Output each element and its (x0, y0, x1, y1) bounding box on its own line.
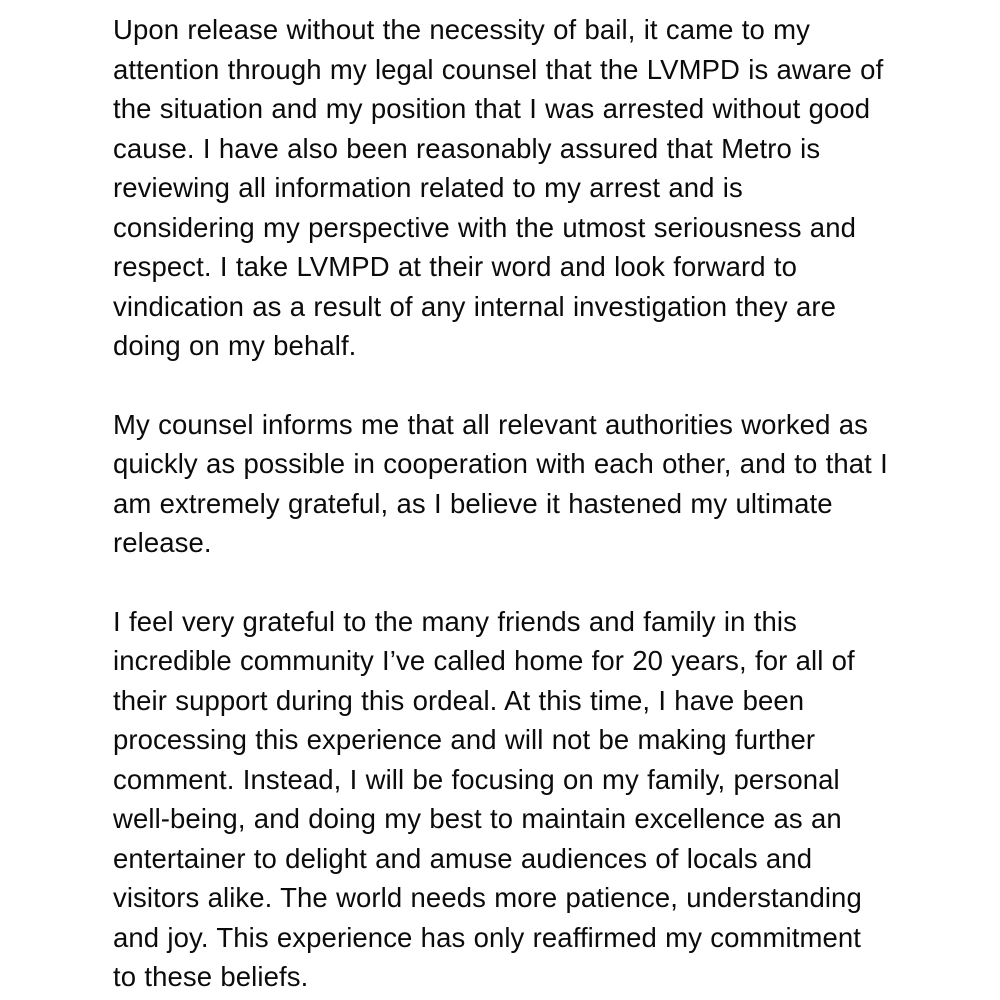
statement-paragraph-2: My counsel informs me that all relevant authorities worked as quickly as possible in cooperation with each other, and to that I am extremely grateful, as I believe it hastened my ultimate release. (113, 408, 888, 558)
statement-paragraph-3: I feel very grateful to the many friends and family in this incredible community I’ve called home for 20 years, for all of their support during this ordeal. At this time, I have been processing this experience and will not be making further comment. Instead, I will be focusing on my family, personal well-being, and doing my best to maintain excellence as an entertainer to delight and amuse audiences of locals and visitors alike. The world needs more patience, understanding and joy. This experience has only reaffirmed my commitment to these beliefs. (113, 605, 862, 992)
statement-paragraph-1: Upon release without the necessity of bail, it came to my attention through my legal counsel that the LVMPD is aware of the situation and my position that I was arrested without good cause. I have also been reasonably assured that Metro is reviewing all information related to my arrest and is considering my perspective with the utmost seriousness and respect. I take LVMPD at their word and look forward to vindication as a result of any internal investigation they are doing on my behalf. (113, 14, 884, 361)
